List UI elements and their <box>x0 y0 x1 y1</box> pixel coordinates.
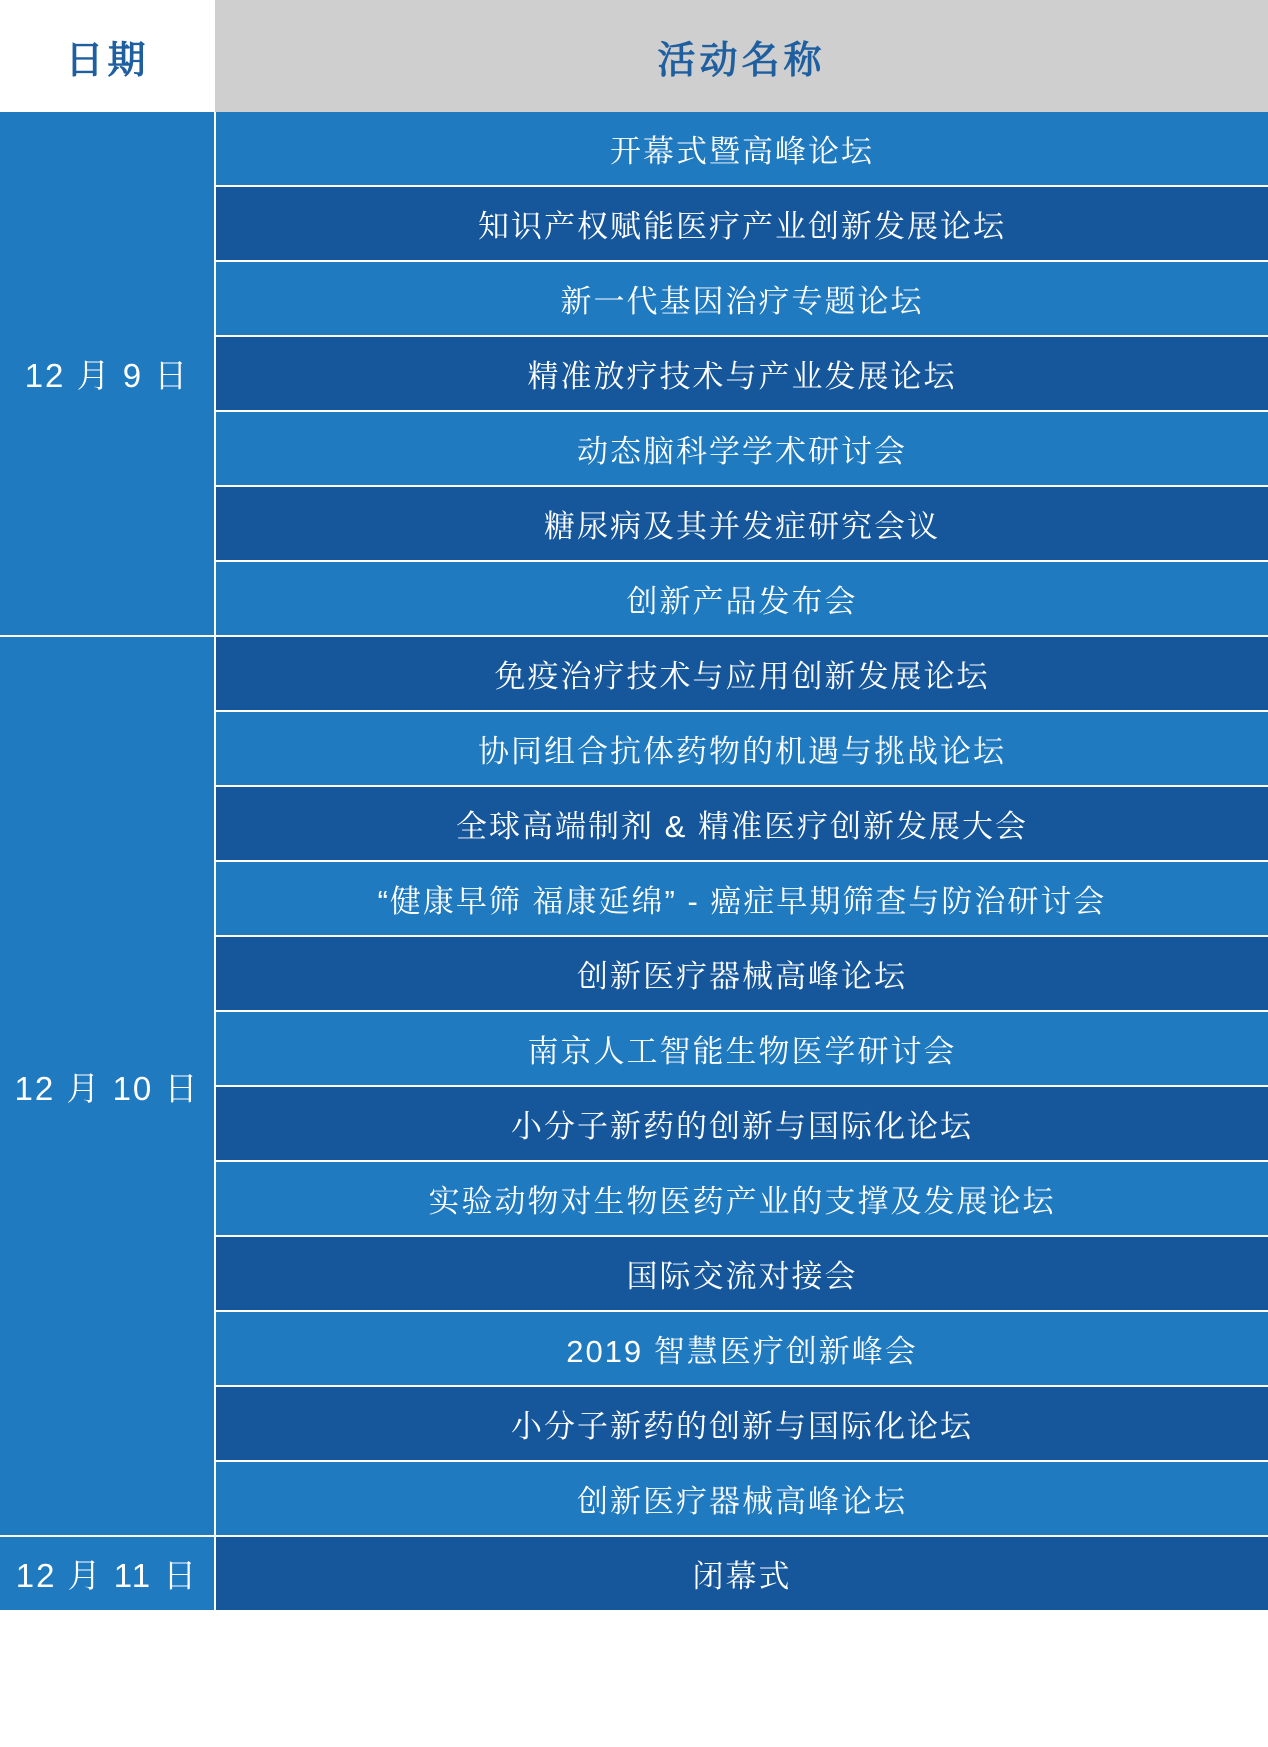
event-cell: 创新医疗器械高峰论坛 <box>215 936 1268 1011</box>
event-cell: 小分子新药的创新与国际化论坛 <box>215 1086 1268 1161</box>
column-header-event: 活动名称 <box>215 0 1268 112</box>
event-cell: 闭幕式 <box>215 1536 1268 1610</box>
column-header-date: 日期 <box>0 0 215 112</box>
event-cell: 开幕式暨高峰论坛 <box>215 112 1268 186</box>
event-cell: 精准放疗技术与产业发展论坛 <box>215 336 1268 411</box>
event-cell: 糖尿病及其并发症研究会议 <box>215 486 1268 561</box>
date-cell-group-1: 12 月 10 日 <box>0 636 215 1536</box>
event-cell: 国际交流对接会 <box>215 1236 1268 1311</box>
table-header-row <box>0 0 1268 112</box>
event-cell: 全球高端制剂 & 精准医疗创新发展大会 <box>215 786 1268 861</box>
event-cell: 协同组合抗体药物的机遇与挑战论坛 <box>215 711 1268 786</box>
event-cell: 实验动物对生物医药产业的支撑及发展论坛 <box>215 1161 1268 1236</box>
event-cell: 创新产品发布会 <box>215 561 1268 636</box>
event-cell: “健康早筛 福康延绵” - 癌症早期筛查与防治研讨会 <box>215 861 1268 936</box>
table-row <box>0 112 1268 186</box>
date-cell-group-2: 12 月 11 日 <box>0 1536 215 1610</box>
event-cell: 2019 智慧医疗创新峰会 <box>215 1311 1268 1386</box>
date-cell-group-0: 12 月 9 日 <box>0 112 215 636</box>
event-cell: 免疫治疗技术与应用创新发展论坛 <box>215 636 1268 711</box>
event-cell: 动态脑科学学术研讨会 <box>215 411 1268 486</box>
table-row <box>0 1536 1268 1610</box>
event-cell: 南京人工智能生物医学研讨会 <box>215 1011 1268 1086</box>
table-row <box>0 636 1268 711</box>
event-cell: 新一代基因治疗专题论坛 <box>215 261 1268 336</box>
event-cell: 创新医疗器械高峰论坛 <box>215 1461 1268 1536</box>
event-cell: 知识产权赋能医疗产业创新发展论坛 <box>215 186 1268 261</box>
event-cell: 小分子新药的创新与国际化论坛 <box>215 1386 1268 1461</box>
